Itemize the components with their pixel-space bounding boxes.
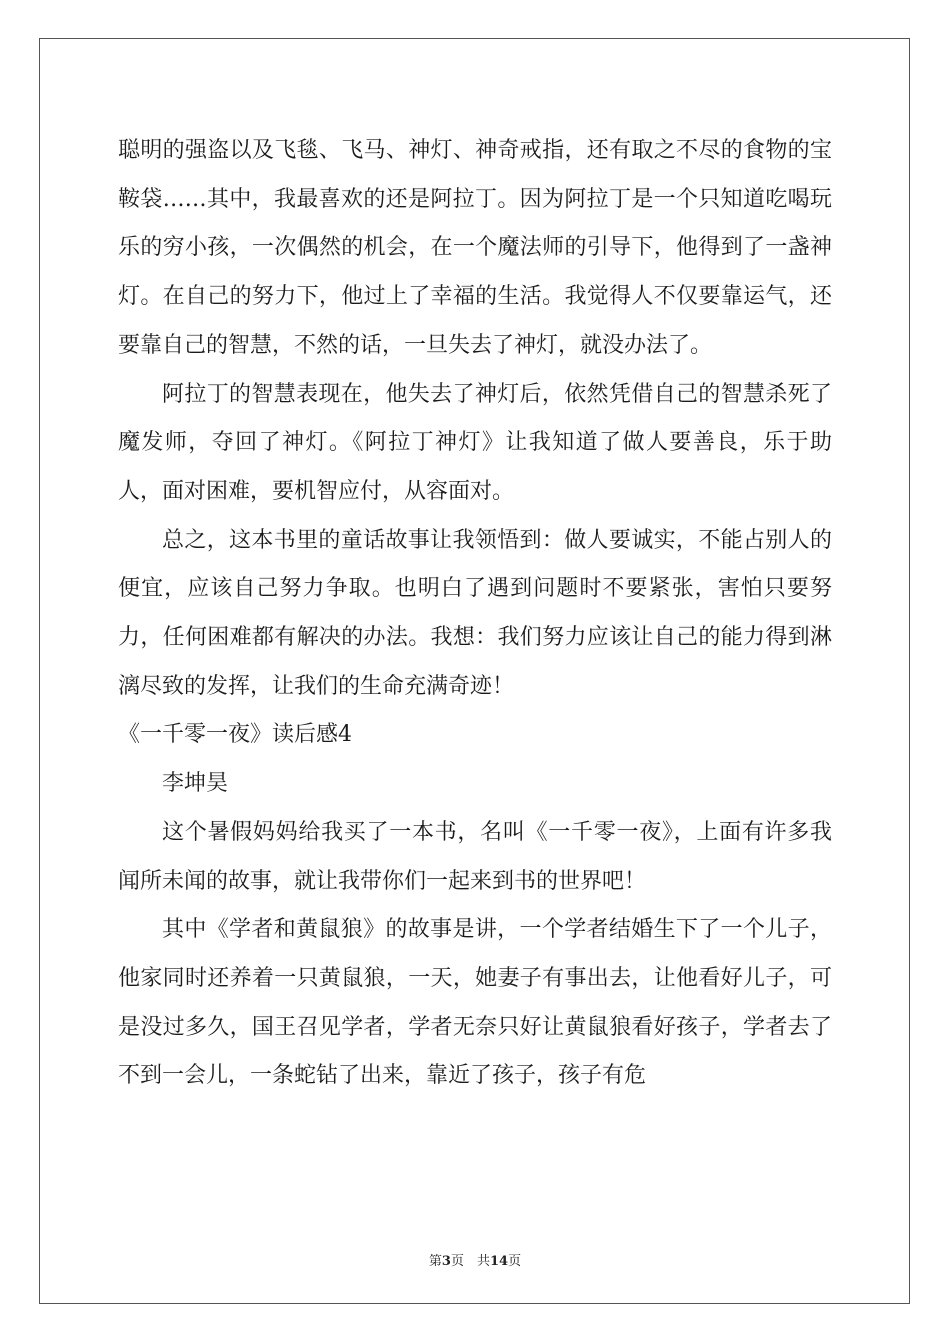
paragraph-2: 阿拉丁的智慧表现在，他失去了神灯后，依然凭借自己的智慧杀死了魔发师，夺回了神灯。《阿拉丁神灯》让我知道了做人要善良，乐于助人，面对困难，要机智应付，从容面对。 (118, 381, 832, 504)
paragraph-5: 其中《学者和黄鼠狼》的故事是讲，一个学者结婚生下了一个儿子，他家同时还养着一只黄鼠狼，一天，她妻子有事出去，让他看好儿子，可是没过多久，国王召见学者，学者无奈只好让黄鼠狼看好孩子，学者去了不到一会儿，一条蛇钻了出来，靠近了孩子，孩子有危 (118, 917, 832, 1089)
document-body (118, 127, 832, 1101)
page-footer (0, 1250, 950, 1269)
page-mid: 页 共 (450, 1254, 490, 1269)
paragraph-3: 总之，这本书里的童话故事让我领悟到：做人要诚实，不能占别人的便宜，应该自己努力争取。也明白了遇到问题时不要紧张，害怕只要努力，任何困难都有解决的办法。我想：我们努力应该让自己的能力得到淋漓尽致的发挥，让我们的生命充满奇迹！ (118, 527, 832, 699)
section-heading: 《一千零一夜》读后感4 (118, 722, 352, 748)
paragraph-4: 这个暑假妈妈给我买了一本书，名叫《一千零一夜》，上面有许多我闻所未闻的故事，就让我带你们一起来到书的世界吧！ (118, 819, 832, 894)
author-name: 李坤昊 (162, 771, 229, 797)
page-current: 3 (441, 1254, 451, 1269)
page-total: 14 (489, 1254, 509, 1269)
page-prefix: 第 (428, 1254, 442, 1269)
page-suffix: 页 (508, 1254, 522, 1269)
paragraph-1: 聪明的强盗以及飞毯、飞马、神灯、神奇戒指，还有取之不尽的食物的宝鞍袋……其中，我最喜欢的还是阿拉丁。因为阿拉丁是一个只知道吃喝玩乐的穷小孩，一次偶然的机会，在一个魔法师的引导下，他得到了一盏神灯。在自己的努力下，他过上了幸福的生活。我觉得人不仅要靠运气，还要靠自己的智慧，不然的话，一旦失去了神灯，就没办法了。 (118, 138, 832, 358)
